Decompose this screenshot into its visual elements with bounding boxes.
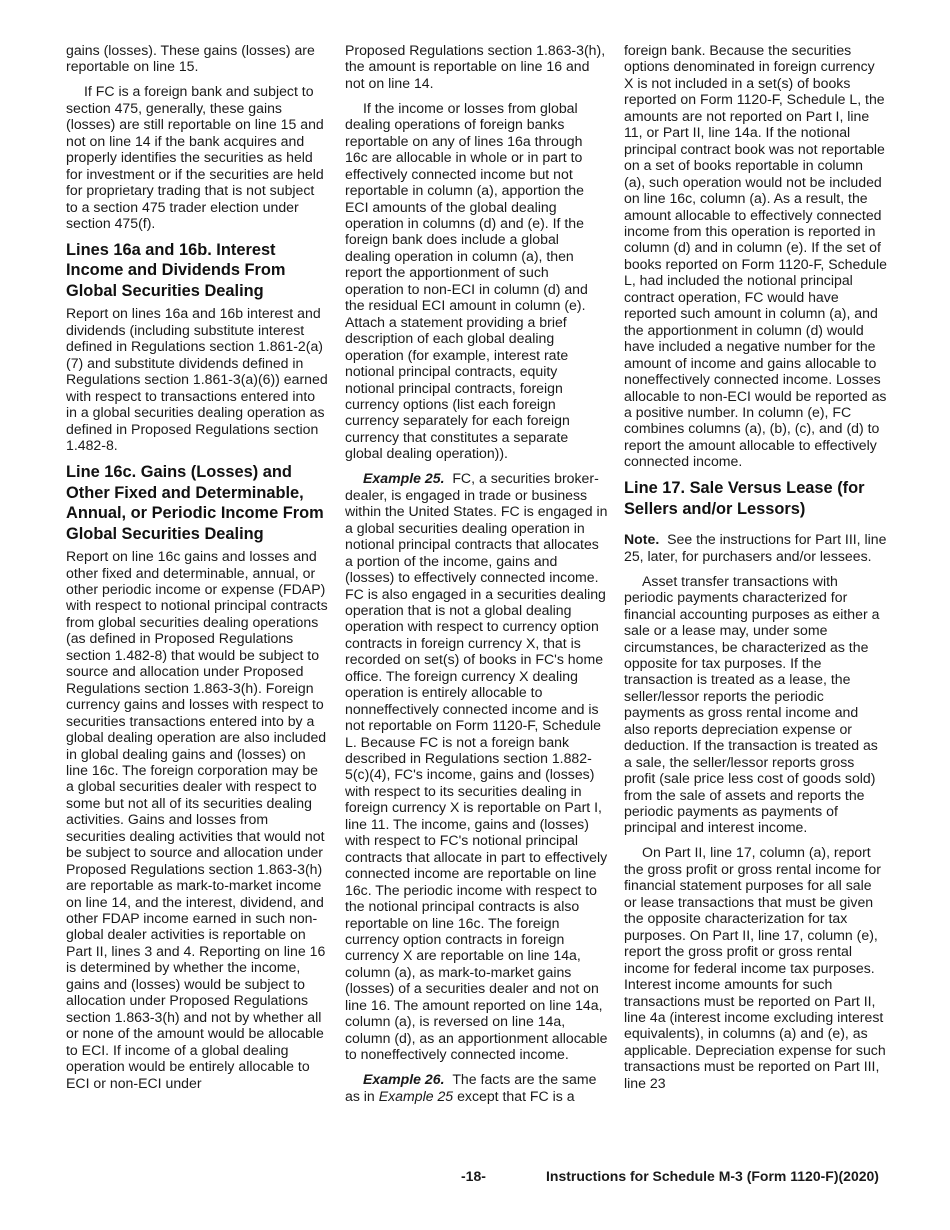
example-text: The facts are the same as in <box>345 1071 597 1104</box>
example-text: except that FC is a <box>457 1087 575 1104</box>
example-text: FC, a securities broker-dealer, is engaged in trade or business within the United States. FC is engaged in a global securities dealing operation in notional principal contracts that allocates a portion of the income, gains and (losses) to effectively connected income. FC is also engaged in a securities dealing operation that is not a global dealing operation with respect to currency option contracts in foreign currency X, that is recorded on set(s) of books in FC's home office. The foreign currency X dealing operation is entirely allocable to nonneffectively connected income and is not reportable on Form 1120-F, Schedule L. Because FC is not a foreign bank described in Regulations section 1.882-5(c)(4), FC's income, gains and (losses) with respect to its securities dealing in foreign currency X is reportable on Part I, line 11. The income, gains and (losses) with respect to FC's notional principal contracts that allocate in part to effectively connected income are reportable on line 16c. The periodic income with respect to the notional principal contracts is also reportable on line 16c. The foreign currency option contracts in foreign currency X are reportable on line 14a, column (a), as mark-to-market gains (losses) of a securities dealer and not on line 16. The amount reported on line 14a, column (a), is reversed on line 14a, column (d), as an apportionment allocable to noneffectively connected income. <box>345 470 608 1063</box>
example-26 <box>345 1071 608 1104</box>
footer-title: Instructions for Schedule M-3 (Form 1120-F)(2020) <box>546 1168 879 1184</box>
example-label: Example 26. <box>363 1071 445 1088</box>
paragraph: Asset transfer transactions with periodic payments characterized for financial accounting purposes as either a sale or a lease may, under some circumstances, be characterized as the opposite for tax purposes. If the transaction is treated as a lease, the seller/lessor reports the periodic payments as gross rental income and also reports depreciation expense or deduction. If the transaction is treated as a sale, the seller/lessor reports gross profit (sale price less cost of goods sold) from the sale of assets and reports the periodic payments as payments of principal and interest income. <box>624 572 880 836</box>
paragraph: Report on lines 16a and 16b interest and dividends (including substitute interest defined in Regulations section 1.861-2(a)(7) and substitute dividends defined in Regulations section 1.861-3(a)(6)) earned with respect to transactions entered into in a global securities dealing operation as defined in Proposed Regulations section 1.482-8. <box>66 305 328 454</box>
paragraph: If the income or losses from global dealing operations of foreign banks reportable on any of lines 16a through 16c are allocable in whole or in part to effectively connected income but not reportable in column (a), apportion the ECI amounts of the global dealing operation in columns (d) and (e). If the foreign bank does include a global dealing operation in column (a), then report the apportionment of such operation to non-ECI in column (d) and the residual ECI amount in column (e). Attach a statement providing a brief description of each global dealing operation (for example, interest rate notional principal contracts, equity notional principal contracts, foreign currency options (list each foreign currency separately for each foreign currency that constitutes a separate global dealing operation)). <box>345 99 588 462</box>
paragraph: gains (losses). These gains (losses) are reportable on line 15. <box>66 42 315 75</box>
paragraph: On Part II, line 17, column (a), report the gross profit or gross rental income for financial statement purposes for all sale or lease transactions that must be given the opposite characterization for tax purposes. On Part II, line 17, column (e), report the gross profit or gross rental income for federal income tax purposes. Interest income amounts for such transactions must be reported on Part II, line 4a (interest income excluding interest equivalents), in columns (a) and (e), as applicable. Depreciation expense for such transactions must be reported on Part III, line 23 <box>624 844 886 1091</box>
section-heading-line-17: Line 17. Sale Versus Lease (for Sellers and/or Lessors) <box>624 479 865 518</box>
note-label: Note. <box>624 531 660 548</box>
paragraph: If FC is a foreign bank and subject to section 475, generally, these gains (losses) are still reportable on line 15 and not on line 14 if the bank acquires and properly identifies the securities as held for investment or if the securities are held for proprietary trading that is not subject to a section 475 trader election under section 475(f). <box>66 83 324 232</box>
paragraph: foreign bank. Because the securities options denominated in foreign currency X is not included in a set(s) of books reported on Form 1120-F, Schedule L, the amounts are not reported on Part I, line 11, or Part II, line 14a. If the notional principal contract book was not reportable on a set of books reportable in column (a), such operation would not be included on line 16c, column (a). As a result, the amount allocable to effectively connected income from this operation is reported in column (d) and in column (e). If the set of books reported on Form 1120-F, Schedule L, had included the notional principal contract operation, FC would have reported such amount in column (a), and the apportionment in column (d) would have included a negative number for the amount of income and gains allocable to noneffectively connected income. Losses allocable to non-ECI would be reported as a positive number. In column (e), FC combines columns (a), (b), (c), and (d) to report the amount allocable to effectively connected income. <box>624 42 887 470</box>
column-2 <box>345 42 608 1113</box>
example-25 <box>345 470 608 1062</box>
note-text: See the instructions for Part III, line 25, later, for purchasers and/or lessees. <box>624 531 887 564</box>
paragraph: Proposed Regulations section 1.863-3(h), the amount is reportable on line 16 and not on line 14. <box>345 42 606 91</box>
note <box>624 531 887 564</box>
page-number: -18- <box>461 1168 486 1184</box>
column-3 <box>624 42 887 1100</box>
paragraph: Report on line 16c gains and losses and other fixed and determinable, annual, or other periodic income or expense (FDAP) with respect to notional principal contracts from global securities dealing operations (as defined in Proposed Regulations section 1.482-8) that would be subject to source and allocation under Proposed Regulations section 1.863-3(h). Foreign currency gains and losses with respect to securities transactions entered into by a global dealing operation are also included in global dealing gains and (losses) on line 16c. The foreign corporation may be a global securities dealer with respect to some but not all of its securities dealing activities. Gains and losses from securities dealing activities that would not be subject to source and allocation under Proposed Regulations section 1.863-3(h) are reportable as mark-to-market income on line 14, and the interest, dividend, and other FDAP income earned in such non-global dealer activities is reportable on Part II, lines 3 and 4. Reporting on line 16 is determined by whether the income, gains and (losses) would be subject to allocation under Proposed Regulations section 1.863-3(h) and not by whether all or none of the amount would be allocable to ECI. If income of a global dealing operation would be entirely allocable to ECI or non-ECI under <box>66 548 328 1091</box>
example-label: Example 25. <box>363 470 445 487</box>
column-1 <box>66 42 329 1100</box>
section-heading-16a-16b: Lines 16a and 16b. Interest Income and Dividends From Global Securities Dealing <box>66 240 286 300</box>
section-heading-16c: Line 16c. Gains (Losses) and Other Fixed and Determinable, Annual, or Periodic Income From Global Securities Dealing <box>66 463 324 543</box>
example-reference: Example 25 <box>378 1087 454 1104</box>
